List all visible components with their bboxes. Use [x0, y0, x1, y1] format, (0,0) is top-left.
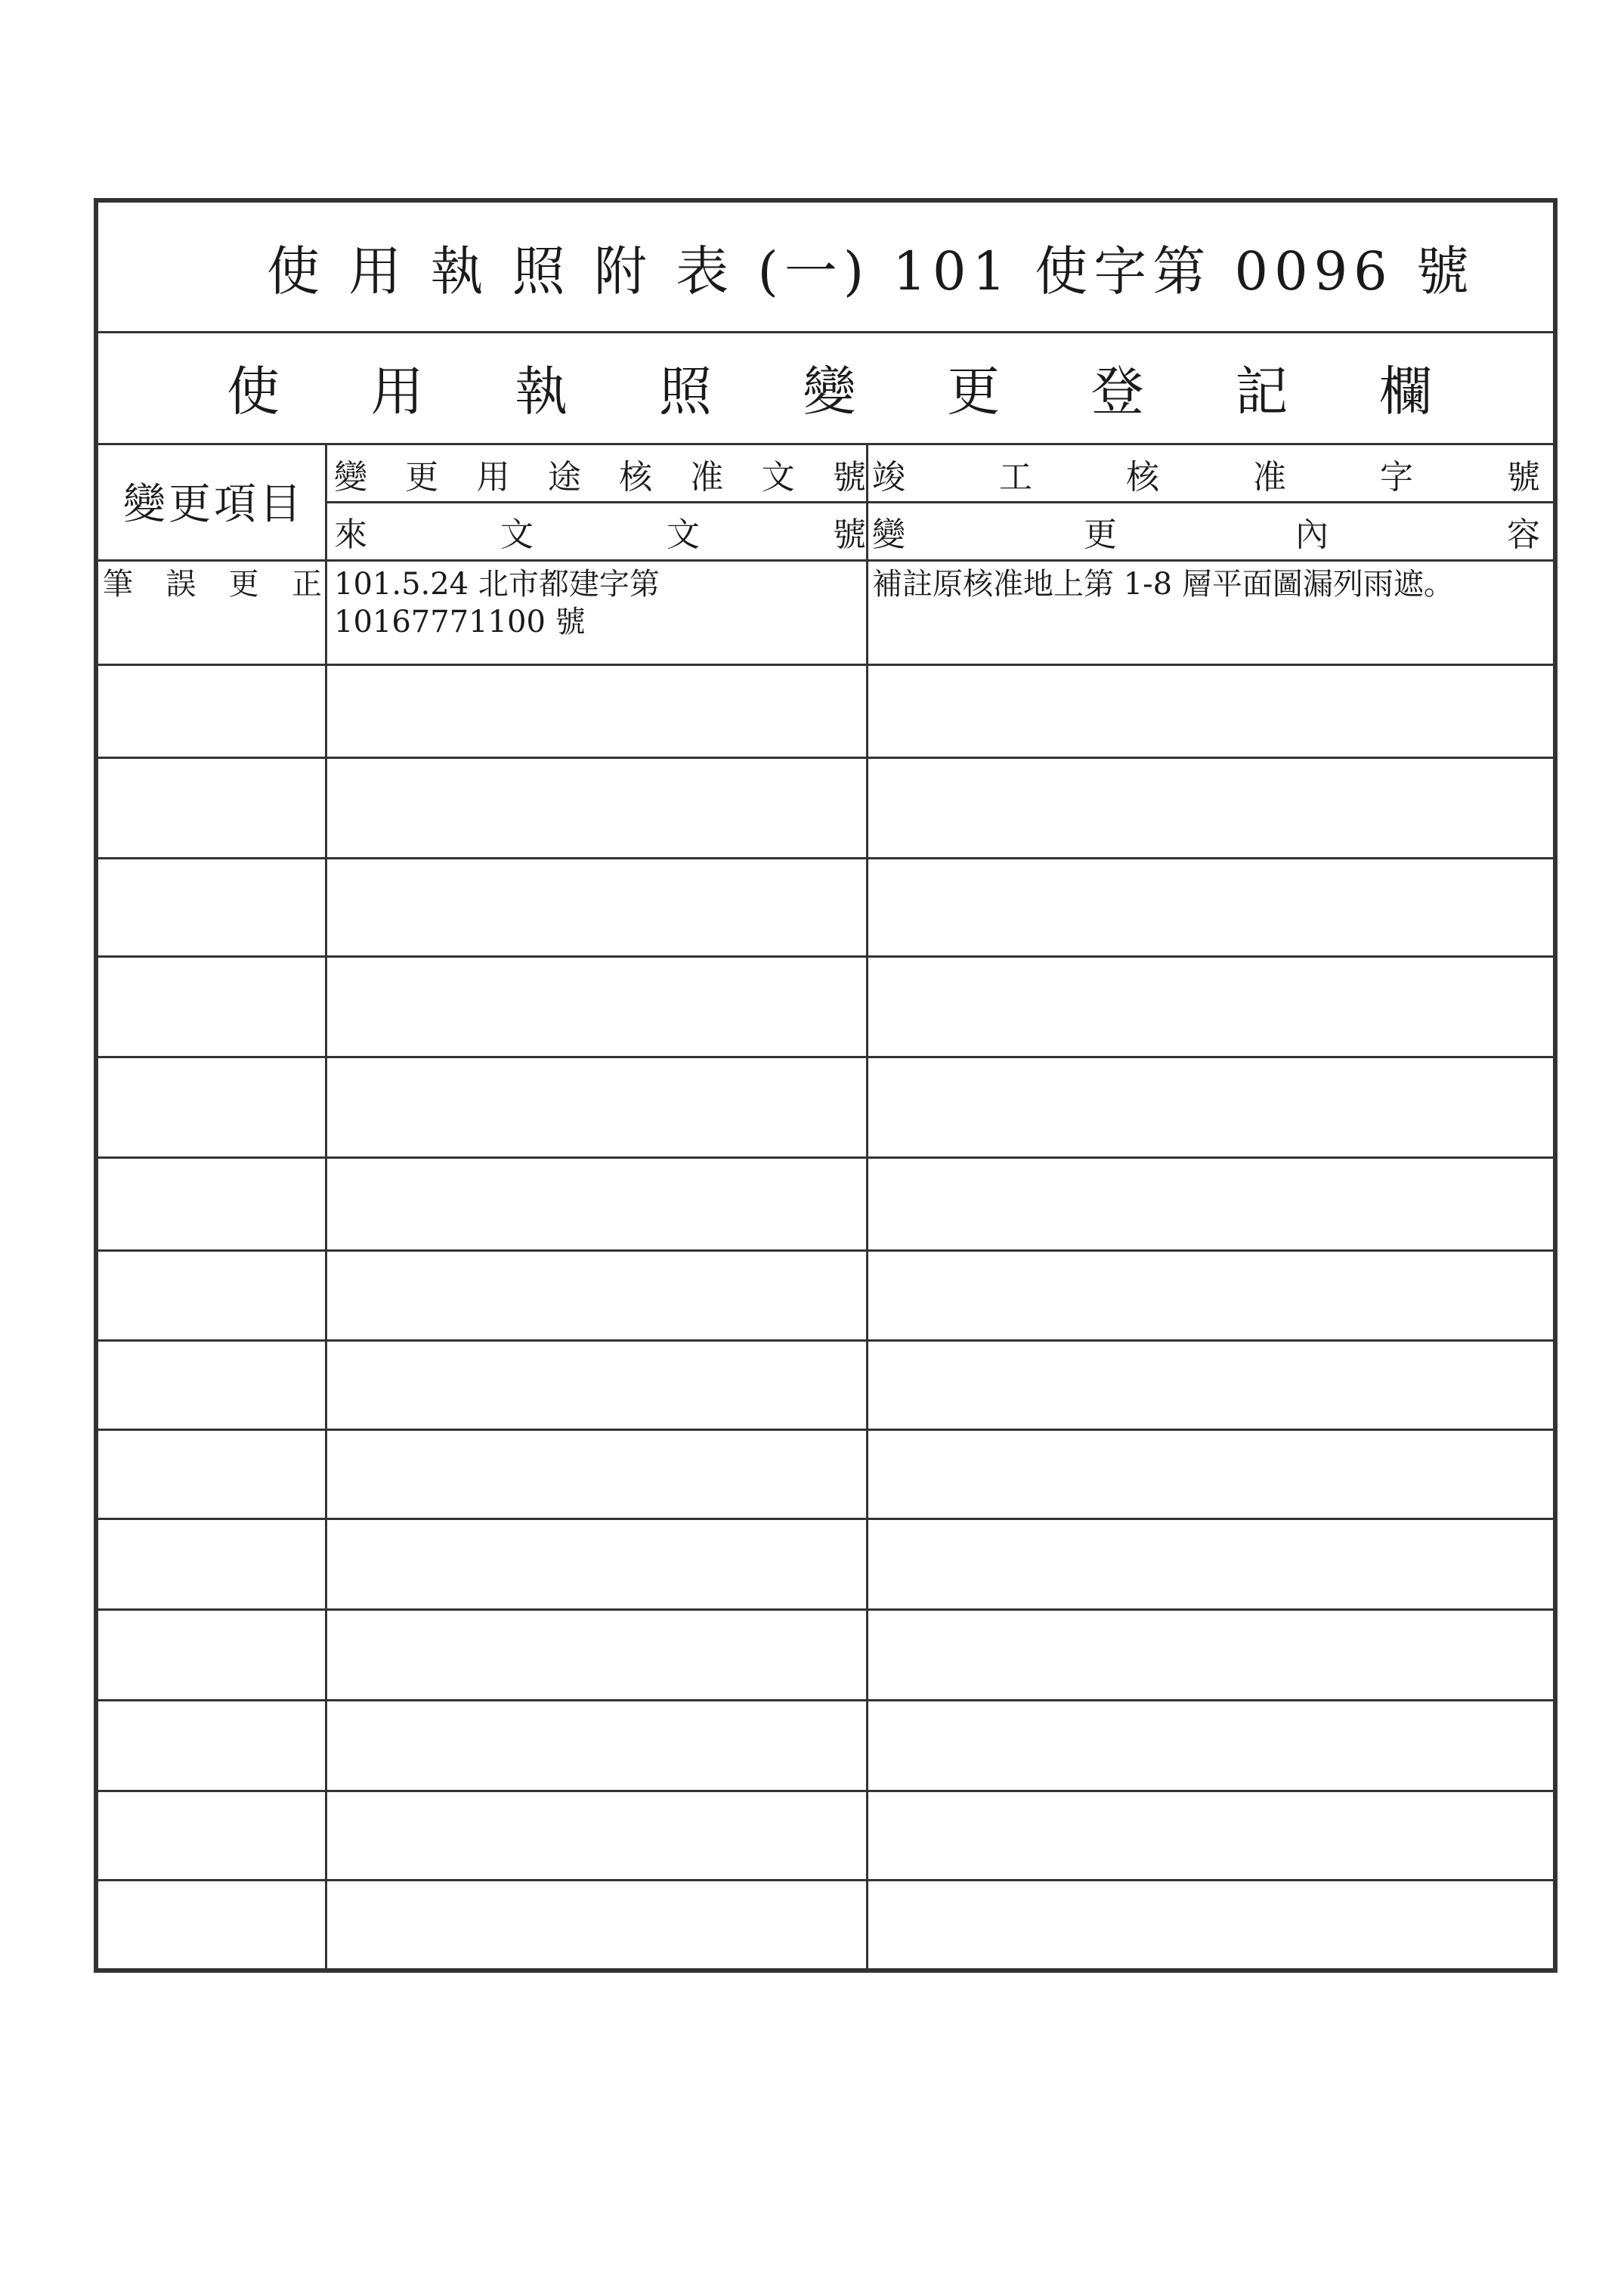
row-line	[98, 955, 1553, 958]
subtitle-change-register	[227, 331, 1432, 443]
title-row	[98, 203, 1553, 333]
header-char: 更	[405, 458, 439, 497]
row-line	[98, 664, 1553, 666]
header-char: 號	[833, 515, 866, 554]
header-char: 更	[1084, 515, 1117, 554]
column-divider-2	[866, 443, 868, 1968]
subtitle-char: 更	[947, 360, 1001, 423]
header-char: 工	[999, 458, 1032, 497]
row-line	[98, 1518, 1553, 1520]
row-line	[98, 757, 1553, 759]
row-line	[98, 1429, 1553, 1431]
header-char: 容	[1507, 515, 1540, 554]
header-char: 文	[761, 458, 795, 497]
row-line	[98, 857, 1553, 859]
header-char: 文	[667, 515, 700, 554]
column-divider-1	[325, 443, 327, 1968]
subtitle-char: 登	[1090, 360, 1144, 423]
header-completion-approval-no	[872, 446, 1540, 502]
row-item-char: 正	[291, 567, 322, 602]
header-char: 文	[500, 515, 534, 554]
row-item-correction	[103, 565, 322, 603]
row-line	[98, 1879, 1553, 1881]
header-mid-line	[325, 501, 1553, 503]
row-line	[98, 1056, 1553, 1058]
subtitle-char: 用	[370, 360, 424, 423]
header-char: 變	[872, 515, 905, 554]
header-change-use-approval-no	[334, 446, 866, 502]
subtitle-char: 執	[515, 360, 568, 423]
header-change-item: 變更項目	[123, 480, 305, 529]
header-char: 來	[334, 515, 367, 554]
subtitle-row	[98, 331, 1553, 445]
row-line	[98, 1249, 1553, 1252]
subtitle-char: 照	[658, 360, 712, 423]
header-char: 核	[619, 458, 653, 497]
header-char: 竣	[872, 458, 905, 497]
header-char: 字	[1380, 458, 1413, 497]
row-line	[98, 1790, 1553, 1792]
row-line	[98, 1699, 1553, 1701]
header-char: 准	[1253, 458, 1286, 497]
header-char: 內	[1295, 515, 1329, 554]
header-change-content	[872, 503, 1540, 559]
header-char: 變	[334, 458, 367, 497]
header-char: 號	[832, 458, 866, 497]
header-char: 途	[547, 458, 581, 497]
header-char: 用	[476, 458, 510, 497]
row-line	[98, 1339, 1553, 1342]
subtitle-char: 使	[227, 360, 280, 423]
row-item-char: 筆	[103, 567, 133, 602]
row-line	[98, 1156, 1553, 1159]
row-doc-no-line2: 10167771100 號	[334, 605, 586, 639]
row-line	[98, 1608, 1553, 1611]
header-incoming-doc-no	[334, 503, 866, 559]
header-bottom-line	[98, 559, 1553, 562]
row-change-content: 補註原核准地上第 1-8 層平面圖漏列雨遮。	[872, 567, 1454, 602]
row-item-char: 誤	[165, 567, 196, 602]
subtitle-char: 記	[1235, 360, 1288, 423]
header-char: 准	[690, 458, 724, 497]
header-char: 核	[1126, 458, 1159, 497]
subtitle-char: 變	[803, 360, 856, 423]
document-title: 使 用 執 照 附 表 (一) 101 使字第 0096 號	[267, 240, 1475, 302]
subtitle-char: 欄	[1379, 360, 1432, 423]
header-char: 號	[1507, 458, 1540, 497]
row-item-char: 更	[228, 567, 259, 602]
row-doc-no-line1: 101.5.24 北市都建字第	[334, 567, 660, 602]
permit-annex-table	[94, 198, 1557, 1973]
